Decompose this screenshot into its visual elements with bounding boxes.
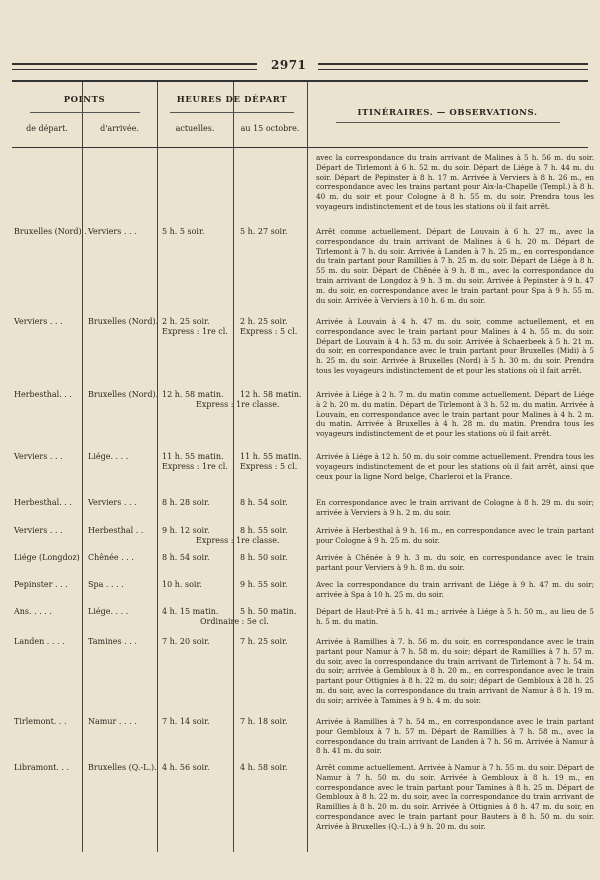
row-new-class: Express : 5 cl. xyxy=(240,327,298,336)
row-from: Libramont. . . xyxy=(14,763,70,772)
row-note: Arrivée à Louvain à 4 h. 47 m. du soir, comme actuellement, et en correspondance avec le train partant pour Malines à 4 h. 55 m. du soir. Départ de Louvain à 4 h. 53 m. du soir. Arrivée à Schaerbeek à 5 h. 21 m. du soir, en correspondance avec le train partant pour Bruxelles (Midi) à 5 h. 25 m. du soir. Arrivée à Bruxelles (Nord) à 5 h. 30 m. du soir. Prendra tous les voyageurs indistinctement de et pour les stations où il fait arrêt. xyxy=(316,317,594,375)
row-from: Ans. . . . . xyxy=(14,607,52,616)
row-current-time: 9 h. 12 soir. xyxy=(162,526,210,535)
row-note: Arrêt comme actuellement. Arrivée à Namur à 7 h. 55 m. du soir. Départ de Namur à 7 h. 50 m. du soir. Arrivée à Gembloux à 8 h. 19 m., en correspondance avec le train partant pour Tamines à 8 h. 25 m. Départ de Gembloux à 8 h. 22 m. du soir, avec la correspondance du train arrivant de Ramillies à 8 h. 20 m. du soir. Arrivée à Ottignies à 8 h. 47 m. du soir, en correspondance avec le train partant pour Bauters à 8 h. 50 m. du soir. Arrivée à Bruxelles (Q.-L.) à 9 h. 20 m. du soir. xyxy=(316,763,594,831)
column-divider xyxy=(82,82,83,852)
row-to: Bruxelles (Nord). xyxy=(88,390,159,399)
row-to: Namur . . . . xyxy=(88,717,137,726)
row-to: Spa . . . . xyxy=(88,580,124,589)
row-new-time: 11 h. 55 matin. xyxy=(240,452,302,461)
header-hours: HEURES DE DÉPART xyxy=(176,95,288,105)
row-note: Arrivée à Liége à 2 h. 7 m. du matin comme actuellement. Départ de Liége à 2 h. 20 m. du matin. Départ de Tirlemont à 3 h. 52 m. du matin. Arrivée à Louvain, en correspondance avec le train partant pour Malines à 4 h. 2 m. du matin. Arrivée à Bruxelles à 4 h. 28 m. du matin. Prendra tous les voyageurs indistinctement de et pour les stations où il fait arrêt. xyxy=(316,390,594,439)
row-to: Liége. . . . xyxy=(88,607,129,616)
row-from: Herbesthal. . . xyxy=(14,390,72,399)
row-to: Bruxelles (Nord). xyxy=(88,317,159,326)
row-note: Arrivée à Herbesthal à 9 h. 16 m., en correspondance avec le train partant pour Cologne à 9 h. 25 m. du soir. xyxy=(316,526,594,545)
row-new-time: 8 h. 54 soir. xyxy=(240,498,288,507)
page-number: 2971 xyxy=(271,58,307,72)
row-current-time: 8 h. 28 soir. xyxy=(162,498,210,507)
header-rule-left xyxy=(12,63,257,70)
row-new-time: 8 h. 55 soir. xyxy=(240,526,288,535)
row-current-time: 4 h. 56 soir. xyxy=(162,763,210,772)
row-note: En correspondance avec le train arrivant de Cologne à 8 h. 29 m. du soir; arrivée à Verviers à 9 h. 2 m. du soir. xyxy=(316,498,594,517)
row-new-time: 8 h. 50 soir. xyxy=(240,553,288,562)
row-current-time: 7 h. 14 soir. xyxy=(162,717,210,726)
row-note: Arrivée à Ramillies à 7. h. 56 m. du soir, en correspondance avec le train partant pour Namur à 7 h. 58 m. du soir; départ de Ramillies à 7 h. 57 m. du soir, avec la correspondance du train arrivant de Tirlemont à 7 h. 54 m. du soir; arrivée à Gembloux à 8 h. 20 m., en correspondance avec le train partant pour Ottignies à 8 h. 22 m. du soir; départ de Gembloux à 28 h. 25 m. du soir, avec la correspondance du train arrivant de Namur à 8 h. 19 m. du soir; arrivée à Tamines à 9 h. 4 m. du soir. xyxy=(316,637,594,705)
header-current: actuelles. xyxy=(175,124,215,133)
row-to: Verviers . . . xyxy=(88,498,137,507)
row-to: Bruxelles (Q.-L.). xyxy=(88,763,157,772)
row-from: Verviers . . . xyxy=(14,452,63,461)
column-divider xyxy=(307,82,308,852)
row-new-time: 2 h. 25 soir. xyxy=(240,317,288,326)
row-new-time: 4 h. 58 soir. xyxy=(240,763,288,772)
row-new-time: 7 h. 18 soir. xyxy=(240,717,288,726)
row-current-class: Express : 1re cl. xyxy=(162,327,228,336)
header-arrival-at: d'arrivée. xyxy=(100,124,139,133)
row-new-time: 5 h. 27 soir. xyxy=(240,227,288,236)
row-note: Avec la correspondance du train arrivant de Liége à 9 h. 47 m. du soir; arrivée à Spa à 10 h. 25 m. du soir. xyxy=(316,580,594,599)
row-note: Arrêt comme actuellement. Départ de Louvain à 6 h. 27 m., avec la correspondance du train arrivant de Malines à 6 h. 20 m. Départ de Tirlemont à 7 h. du soir. Arrivée à Landen à 7 h. 25 m., en correspondance du train partant pour Ramillies à 7 h. 25 m. du soir. Départ de Liége à 8 h. 55 m. du soir. Départ de Chênée à 9 h. 8 m., avec la correspondance du train arrivant de Longdoz à 9 h. 3 m. du soir. Arrivée à Pepinster à 9 h. 47 m. du soir, en correspondance avec le train partant pour Spa à 9 h. 55 m. du soir. Arrivée à Verviers à 10 h. 6 m. du soir. xyxy=(316,227,594,305)
row-note: Arrivée à Liége à 12 h. 50 m. du soir comme actuellement. Prendra tous les voyageurs indistinctement de et pour les stations où il fait arrêt, ainsi que ceux pour la ligne Nord belge, Charleroi et la France. xyxy=(316,452,594,481)
header-rule-right xyxy=(318,63,588,70)
row-current-time: 7 h. 20 soir. xyxy=(162,637,210,646)
header-underline xyxy=(336,122,560,123)
row-from: Pepinster . . . xyxy=(14,580,68,589)
row-from: Landen . . . . xyxy=(14,637,65,646)
row-from: Tirlemont. . . xyxy=(14,717,67,726)
header-underline xyxy=(170,112,294,113)
row-new-time: 7 h. 25 soir. xyxy=(240,637,288,646)
row-note: Arrivée à Ramillies à 7 h. 54 m., en correspondance avec le train partant pour Gembloux à 7 h. 57 m. Départ de Ramillies à 7 h. 58 m., avec la correspondance du train arrivant de Landen à 7 h. 56 m. Arrivée à Namur à 8 h. 41 m. du soir. xyxy=(316,717,594,756)
row-new-time: 12 h. 58 matin. xyxy=(240,390,302,399)
row-current-time: 10 h. soir. xyxy=(162,580,202,589)
column-divider xyxy=(157,82,158,852)
row-shared-class: Express : 1re classe. xyxy=(196,536,280,545)
row-to: Tamines . . . xyxy=(88,637,137,646)
row-current-time: 11 h. 55 matin. xyxy=(162,452,224,461)
row-from: Verviers . . . xyxy=(14,317,63,326)
row-new-time: 5 h. 50 matin. xyxy=(240,607,297,616)
row-from: Bruxelles (Nord) . xyxy=(14,227,87,236)
header-from-date: au 15 octobre. xyxy=(240,124,300,133)
row-to: Liége. . . . xyxy=(88,452,129,461)
row-shared-class: Express : 1re classe. xyxy=(196,400,280,409)
header-bottom-rule xyxy=(12,147,588,148)
header-itineraries: ITINÉRAIRES. — OBSERVATIONS. xyxy=(357,108,538,118)
row-to: Chênée . . . xyxy=(88,553,134,562)
row-from: Verviers . . . xyxy=(14,526,63,535)
column-divider xyxy=(233,82,234,852)
note-continued: avec la correspondance du train arrivant de Malines à 5 h. 56 m. du soir. Départ de Tirlemont à 6 h. 52 m. du soir. Départ de Liége à 7 h. 44 m. du soir. Départ de Pepinster à 8 h. 17 m. Arrivée à Verviers à 8 h. 26 m., en correspondance avec les trains partant pour Aix-la-Chapelle (Templ.) à 8 h. 40 m. du soir et pour Cologne à 8 h. 55 m. du soir. Prendra tous les voyageurs indistinctement et de tous les stations où il fait arrêt. xyxy=(316,153,594,211)
header-departure-from: de départ. xyxy=(26,124,68,133)
header-points: POINTS xyxy=(63,95,106,105)
row-current-time: 2 h. 25 soir. xyxy=(162,317,210,326)
row-current-class: Express : 1re cl. xyxy=(162,462,228,471)
page-header xyxy=(12,58,588,74)
row-from: Herbesthal. . . xyxy=(14,498,72,507)
row-shared-class: Ordinaire : 5e cl. xyxy=(200,617,269,626)
row-new-class: Express : 5 cl. xyxy=(240,462,298,471)
header-underline xyxy=(30,112,140,113)
row-to: Herbesthal . . xyxy=(88,526,144,535)
row-new-time: 9 h. 55 soir. xyxy=(240,580,288,589)
row-note: Arrivée à Chênée à 9 h. 3 m. du soir, en correspondance avec le train partant pour Verviers à 9 h. 8 m. du soir. xyxy=(316,553,594,572)
row-note: Départ de Haut-Pré à 5 h. 41 m.; arrivée à Liége à 5 h. 50 m., au lieu de 5 h. 5 m. du matin. xyxy=(316,607,594,626)
row-to: Verviers . . . xyxy=(88,227,137,236)
row-from: Liége (Longdoz) xyxy=(14,553,80,562)
row-current-time: 4 h. 15 matin. xyxy=(162,607,219,616)
table-top-rule xyxy=(12,80,588,82)
row-current-time: 8 h. 54 soir. xyxy=(162,553,210,562)
row-current-time: 12 h. 58 matin. xyxy=(162,390,224,399)
row-current-time: 5 h. 5 soir. xyxy=(162,227,205,236)
